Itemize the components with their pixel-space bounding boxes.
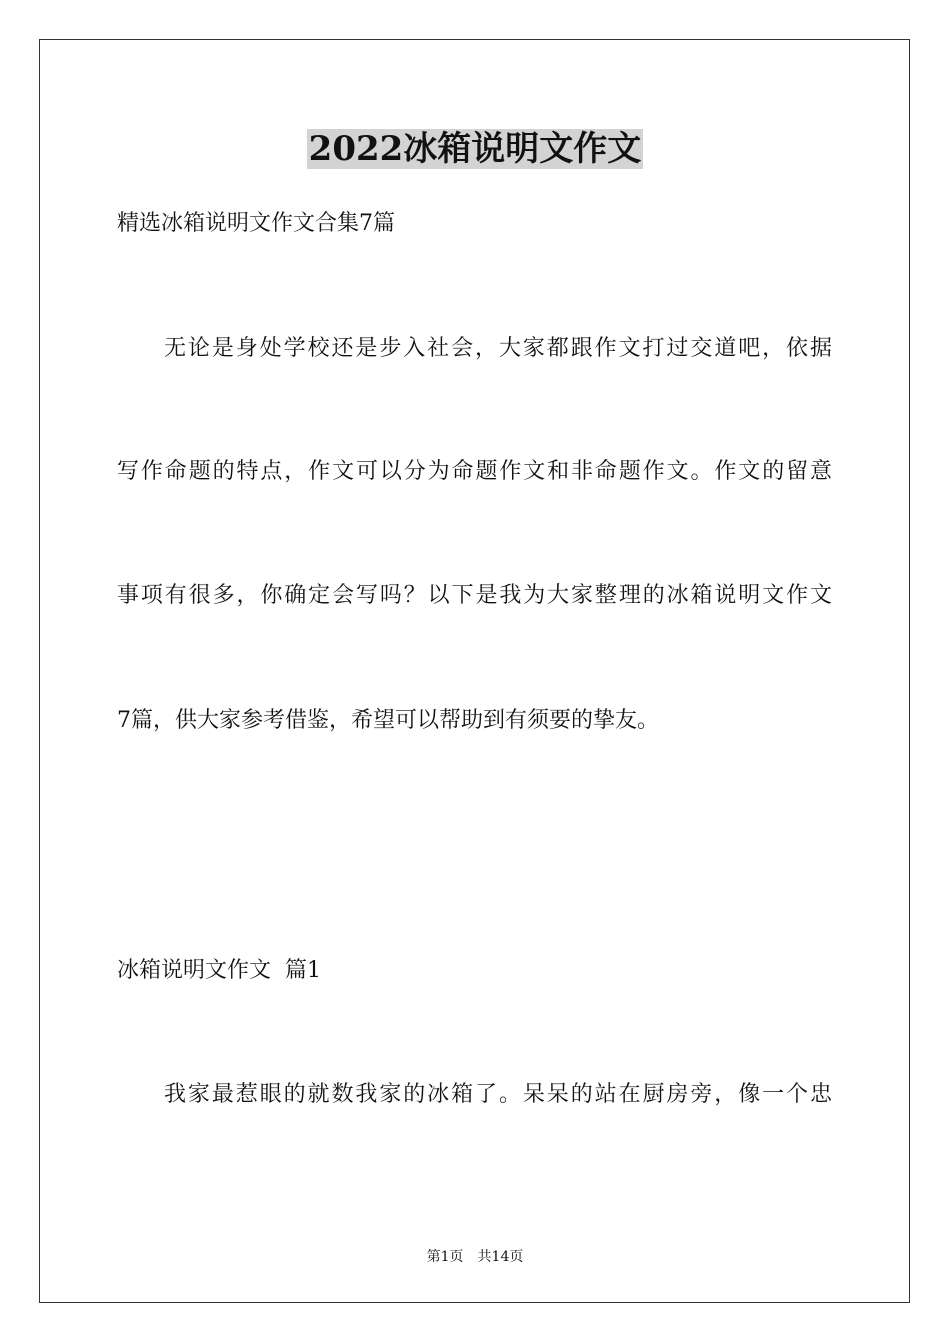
section-line-1: 我家最惹眼的就数我家的冰箱了。呆呆的站在厨房旁，像一个忠 xyxy=(164,1082,832,1107)
page-total: 共14页 xyxy=(477,1249,524,1265)
intro-line-1: 无论是身处学校还是步入社会，大家都跟作文打过交道吧，依据 xyxy=(164,336,832,361)
document-title-text: 2022冰箱说明文作文 xyxy=(308,129,642,169)
page-footer xyxy=(0,1247,950,1267)
intro-line-4: 7篇，供大家参考借鉴，希望可以帮助到有须要的挚友。 xyxy=(117,708,659,733)
intro-line-3: 事项有很多，你确定会写吗？以下是我为大家整理的冰箱说明文作文 xyxy=(117,583,832,608)
page-number: 第1页 xyxy=(426,1249,464,1265)
intro-line-2: 写作命题的特点，作文可以分为命题作文和非命题作文。作文的留意 xyxy=(117,459,832,484)
document-subtitle: 精选冰箱说明文作文合集7篇 xyxy=(117,211,395,236)
document-title xyxy=(0,126,950,172)
section-heading: 冰箱说明文作文 篇1 xyxy=(117,958,321,983)
